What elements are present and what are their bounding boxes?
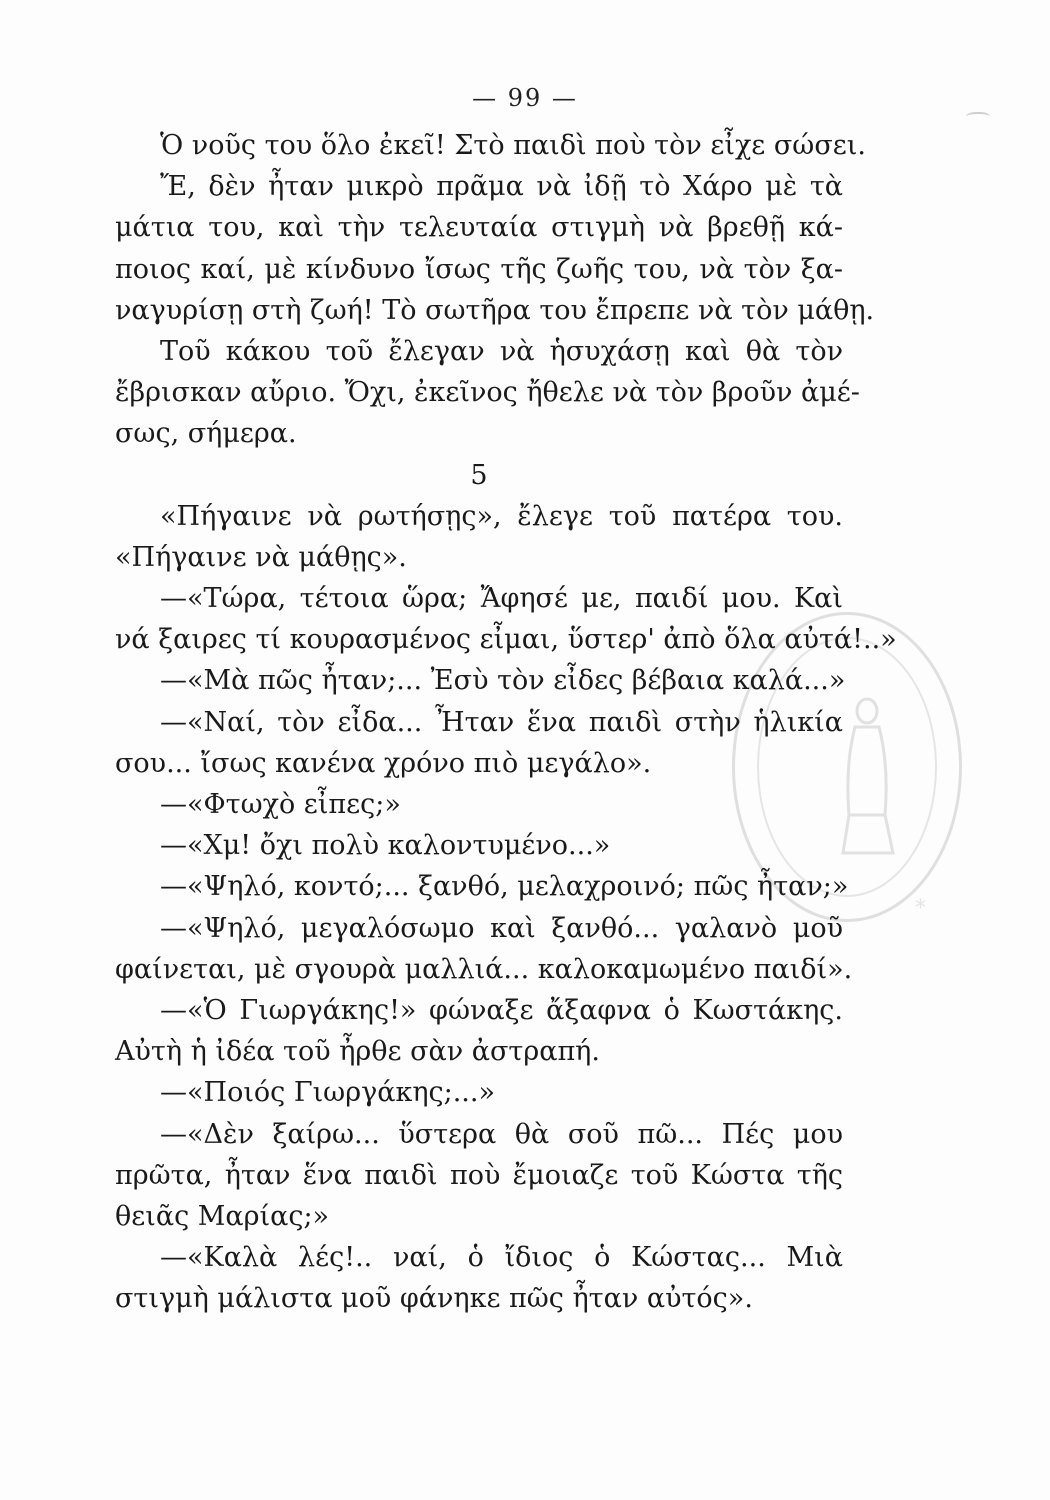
body-text [115,125,897,1319]
dialogue-line: —«Ὁ Γιωργάκης!» φώναξε ἄξαφνα ὁ Κωστάκης. [160,994,843,1026]
text-line: σως, σήμερα. [115,418,297,450]
dialogue-line: —«Καλὰ λές!.. ναί, ὁ ἴδιος ὁ Κώστας... Μιὰ [160,1242,843,1274]
dialogue-line: πρῶτα, ἦταν ἕνα παιδὶ ποὺ ἔμοιαζε τοῦ Κώστα τῆς [115,1159,843,1191]
section-number: 5 [470,459,488,491]
dialogue-line: —«Ναί, τὸν εἶδα... Ἦταν ἕνα παιδὶ στὴν ἡλικία [160,706,843,738]
text-line: ποιος καί, μὲ κίνδυνο ἴσως τῆς ζωῆς του, νὰ τὸν ξα- [115,253,843,285]
text-line: ἔβρισκαν αὔριο. Ὄχι, ἐκεῖνος ἤθελε νὰ τὸν βροῦν ἀμέ- [115,377,860,409]
dialogue-line: θειᾶς Μαρίας;» [115,1200,330,1232]
text-line: «Πήγαινε νὰ ρωτήσῃς», ἔλεγε τοῦ πατέρα του. [160,500,843,532]
dialogue-line: —«Ψηλό, μεγαλόσωμο καὶ ξανθό... γαλανὸ μοῦ [160,912,843,944]
paper-mark [966,112,990,124]
dialogue-line: νά ξαιρες τί κουρασμένος εἶμαι, ὕστερ' ἀπὸ ὅλα αὐτά!..» [115,624,897,656]
dialogue-line: —«Τώρα, τέτοια ὥρα; Ἄφησέ με, παιδί μου. Καὶ [160,583,843,615]
dialogue-line: —«Φτωχὸ εἶπες;» [160,789,401,820]
dialogue-line: —«Χμ! ὄχι πολὺ καλοντυμένο...» [160,830,611,862]
text-line: μάτια του, καὶ τὴν τελευταία στιγμὴ νὰ βρεθῇ κά- [115,212,843,244]
dialogue-line: —«Δὲν ξαίρω... ὕστερα θὰ σοῦ πῶ... Πές μου [160,1118,843,1150]
text-line: Ἔ, δὲν ἦταν μικρὸ πρᾶμα νὰ ἰδῇ τὸ Χάρο μὲ τὰ [160,171,843,203]
dialogue-line: —«Ψηλό, κοντό;... ξανθό, μελαχροινό; πῶς ἦταν;» [160,871,849,903]
dialogue-line: —«Μὰ πῶς ἦταν;... Ἐσὺ τὸν εἶδες βέβαια καλά...» [160,665,846,697]
dialogue-line: —«Ποιός Γιωργάκης;...» [160,1077,495,1109]
dialogue-line: φαίνεται, μὲ σγουρὰ μαλλιά... καλοκαμωμένο παιδί». [115,953,853,985]
text-line: «Πήγαινε νὰ μάθῃς». [115,541,407,573]
dialogue-line: σου... ἴσως κανένα χρόνο πιὸ μεγάλο». [115,747,652,779]
text-line: ναγυρίσῃ στὴ ζωή! Τὸ σωτῆρα του ἔπρεπε νὰ τὸν μάθῃ. [115,294,875,326]
page-number: — 99 — [472,84,578,112]
text-line: Αὐτὴ ἡ ἰδέα τοῦ ἦρθε σὰν ἀστραπή. [115,1036,600,1068]
svg-text:*: * [915,896,926,921]
text-line: Τοῦ κάκου τοῦ ἔλεγαν νὰ ἡσυχάσῃ καὶ θὰ τὸν [160,335,843,367]
text-line: Ὁ νοῦς του ὅλο ἐκεῖ! Στὸ παιδὶ ποὺ τὸν εἶχε σώσει. [160,130,866,161]
dialogue-line: στιγμὴ μάλιστα μοῦ φάνηκε πῶς ἦταν αὐτός». [115,1283,753,1315]
